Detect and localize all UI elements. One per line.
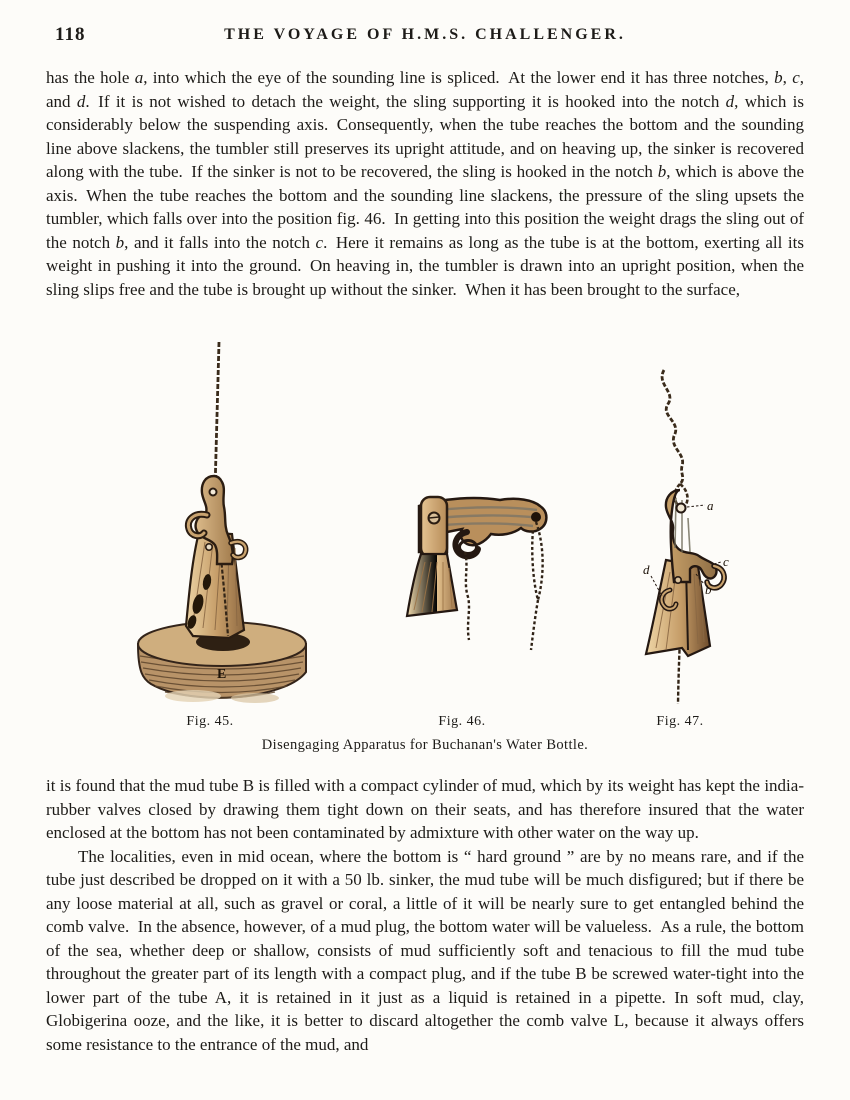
fig47-illustration	[630, 368, 770, 705]
figure-group-caption: Disengaging Apparatus for Buchanan's Water Bottle.	[261, 737, 589, 753]
tumbler-eye-hole	[210, 489, 217, 496]
tube-head	[421, 497, 447, 557]
body-paragraph: has the hole a, into which the eye of the sounding line is spliced. At the lower end it has three notches, b, c, and d. If it is not wished to detach the weight, the sling supporting it is hooked into the notch d, which is considerably below the suspending axis. Consequently, when the tube reaches the bottom and the sounding line above slackens, the tumbler still preserves its upright attitude, and on heaving up, the sinker is recovered along with the tube. If the sinker is not to be recovered, the sling is hooked in the notch b, which is above the axis. When the tube reaches the bottom and the sounding line slackens, the pressure of the sling upsets the tumbler, which falls over into the position fig. 46. In getting into this position the weight drags the sling out of the notch b, and it falls into the notch c. Here it remains as long as the tube is at the bottom, exerting all its weight in pushing it into the ground. On heaving in, the tumbler is drawn into an upright position, when the sling slips free and the tube is brought up without the sinker. When it has been brought to the surface,	[46, 68, 805, 299]
running-title: THE VOYAGE OF H.M.S. CHALLENGER.	[224, 26, 626, 43]
slack-rope	[662, 370, 683, 484]
hole-a	[677, 504, 686, 513]
mud-tube	[407, 554, 457, 616]
fig47-caption: Fig. 47.	[656, 714, 704, 729]
fig45-caption: Fig. 45.	[186, 714, 234, 729]
fig46-caption: Fig. 46.	[438, 714, 486, 729]
body-text-upper	[46, 66, 804, 301]
body-paragraph: it is found that the mud tube B is filled with a compact cylinder of mud, which by its weight has kept the india-rubber valves closed by drawing them tight down on their seats, and has therefore insured that the water enclosed at the bottom has not been contaminated by admixture with other water on the way up.	[46, 776, 804, 842]
fig45-illustration	[135, 342, 310, 710]
screw-pin	[206, 544, 212, 550]
label-a: a	[707, 498, 714, 513]
fig46-illustration	[405, 492, 565, 657]
label-c: c	[723, 554, 729, 569]
body-paragraph: The localities, even in mid ocean, where the bottom is “ hard ground ” are by no means rare, and if the tube just described be dropped on it with a 50 lb. sinker, the mud tube will be much disfigured; but if there be any loose material at all, such as gravel or coral, a little of it will be nearly sure to get entangled behind the comb valve. In the absence, however, of a mud plug, the bottom water will be valueless. As a rule, the bottom of the sea, whether deep or shallow, consists of mud sufficiently soft and tenacious to fill the mud tube throughout the greater part of its length with a compact plug, and if the tube B be screwed water-tight into the lower part of the tube A, it is retained in it just as a liquid is retained in a pipette. In soft mud, clay, Globigerina ooze, and the like, it is better to discard altogether the comb valve L, because it always offers some resistance to the entrance of the mud, and	[46, 846, 804, 1054]
label-b: b	[705, 582, 712, 597]
page-number: 118	[55, 24, 86, 45]
label-d: d	[643, 562, 650, 577]
sinker-label-e: E	[217, 667, 227, 682]
sling-hole	[531, 512, 541, 522]
screw-pin	[675, 577, 681, 583]
sounding-line	[215, 342, 219, 490]
body-text-lower	[46, 774, 804, 1056]
